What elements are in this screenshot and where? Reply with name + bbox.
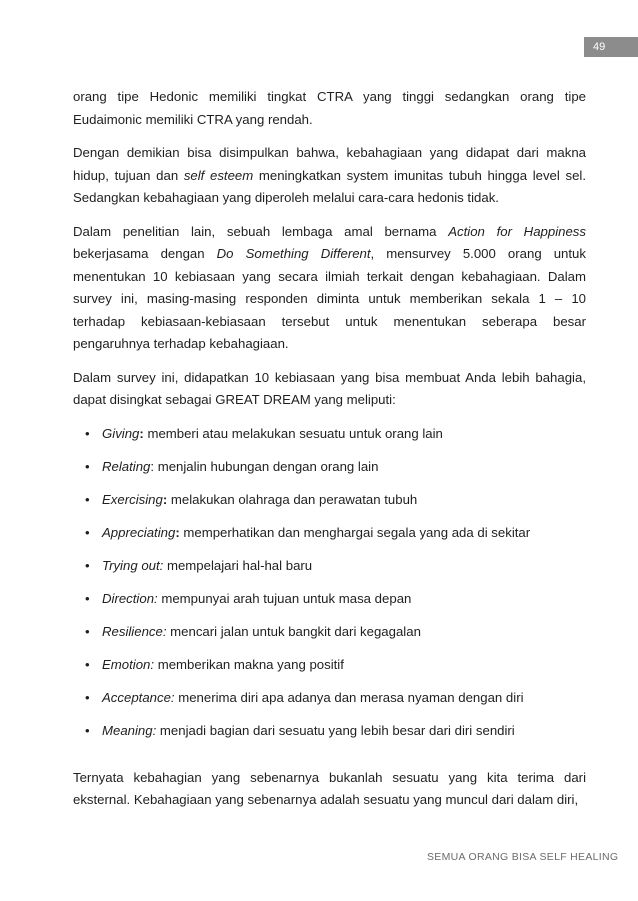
paragraph-2-emphasis: self esteem <box>183 167 254 183</box>
page-number: 49 <box>584 37 638 57</box>
footer-title: SEMUA ORANG BISA SELF HEALING <box>427 851 619 863</box>
list-item-desc: mempunyai arah tujuan untuk masa depan <box>157 590 412 606</box>
paragraph-1: orang tipe Hedonic memiliki tingkat CTRA yang tinggi sedangkan orang tipe Eudaimonic memiliki CTRA yang rendah. <box>73 89 586 127</box>
bullet-icon: • <box>85 722 90 738</box>
list-item-term: Acceptance: <box>102 689 175 705</box>
paragraph-5: Ternyata kebahagian yang sebenarnya bukanlah sesuatu yang kita terima dari eksternal. Kebahagiaan yang sebenarnya adalah sesuatu yang muncul dari dalam diri, <box>73 769 586 807</box>
list-item <box>73 489 586 522</box>
list-item-term: Giving <box>102 425 140 441</box>
list-item-desc: memberi atau melakukan sesuatu untuk orang lain <box>143 425 443 441</box>
bullet-icon: • <box>85 656 90 672</box>
list-item-term: Meaning: <box>102 722 157 738</box>
list-item-term: Resilience: <box>102 623 167 639</box>
paragraph-2-text-b: meningkatkan system imunitas tubuh hingga level sel. Sedangkan kebahagiaan yang diperoleh melalui cara-cara hedonis tidak. <box>73 167 586 205</box>
list-item-term: Trying out: <box>102 557 164 573</box>
bullet-icon: • <box>85 425 90 441</box>
list-item <box>73 522 586 555</box>
paragraph-3-text-c: , mensurvey 5.000 orang untuk menentukan 10 kebiasaan yang secara ilmiah terkait dengan kebahagiaan. Dalam survey ini, masing-masing responden diminta untuk memberikan sekala 1 – 10 terhadap kebiasaan-kebiasaan tersebut untuk menentukan seberapa besar pengaruhnya terhadap kebahagiaan. <box>73 246 586 351</box>
list-item <box>73 654 586 687</box>
paragraph-3-text-a: Dalam penelitian lain, sebuah lembaga amal bernama <box>73 223 449 239</box>
list-item-desc: menerima diri apa adanya dan merasa nyaman dengan diri <box>174 689 524 705</box>
document-body <box>73 86 586 823</box>
list-item <box>73 423 586 456</box>
list-item-colon: : <box>150 458 155 474</box>
bullet-icon: • <box>85 557 90 573</box>
great-dream-list <box>73 423 586 753</box>
list-item <box>73 555 586 588</box>
bullet-icon: • <box>85 623 90 639</box>
list-item <box>73 621 586 654</box>
bullet-icon: • <box>85 458 90 474</box>
list-item-desc: menjadi bagian dari sesuatu yang lebih besar dari diri sendiri <box>156 722 515 738</box>
list-item-term: Relating <box>102 458 151 474</box>
list-item <box>73 720 586 753</box>
list-item <box>73 588 586 621</box>
list-item-term: Exercising <box>102 491 163 507</box>
list-item-colon: : <box>139 425 144 441</box>
paragraph-3-emphasis-1: Action for Happiness <box>448 223 586 239</box>
list-item-term: Appreciating <box>102 524 176 540</box>
paragraph-3-emphasis-2: Do Something Different <box>216 246 371 261</box>
bullet-icon: • <box>85 524 90 540</box>
list-item-term: Emotion: <box>102 656 155 672</box>
paragraph-2-text-a: Dengan demikian bisa disimpulkan bahwa, kebahagiaan yang didapat dari makna hidup, tujuan dan <box>73 145 586 183</box>
list-item-colon: : <box>175 524 180 540</box>
bullet-icon: • <box>85 491 90 507</box>
paragraph-4: Dalam survey ini, didapatkan 10 kebiasaan yang bisa membuat Anda lebih bahagia, dapat disingkat sebagai GREAT DREAM yang meliputi: <box>73 369 586 407</box>
list-item <box>73 456 586 489</box>
list-item <box>73 687 586 720</box>
paragraph-2 <box>73 142 586 210</box>
list-item-desc: mempelajari hal-hal baru <box>163 557 313 573</box>
paragraph-3-text-b: bekerjasama dengan <box>73 246 217 261</box>
list-item-colon: : <box>162 491 168 507</box>
list-item-desc: memperhatikan dan menghargai segala yang ada di sekitar <box>179 524 531 540</box>
list-item-desc: memberikan makna yang positif <box>154 656 344 672</box>
bullet-icon: • <box>85 590 90 606</box>
paragraph-3 <box>73 221 586 356</box>
list-item-term: Direction: <box>102 590 158 606</box>
list-item-desc: mencari jalan untuk bangkit dari kegagalan <box>166 623 421 639</box>
list-item-desc: menjalin hubungan dengan orang lain <box>154 458 379 474</box>
bullet-icon: • <box>85 689 90 705</box>
list-item-desc: melakukan olahraga dan perawatan tubuh <box>167 491 418 507</box>
